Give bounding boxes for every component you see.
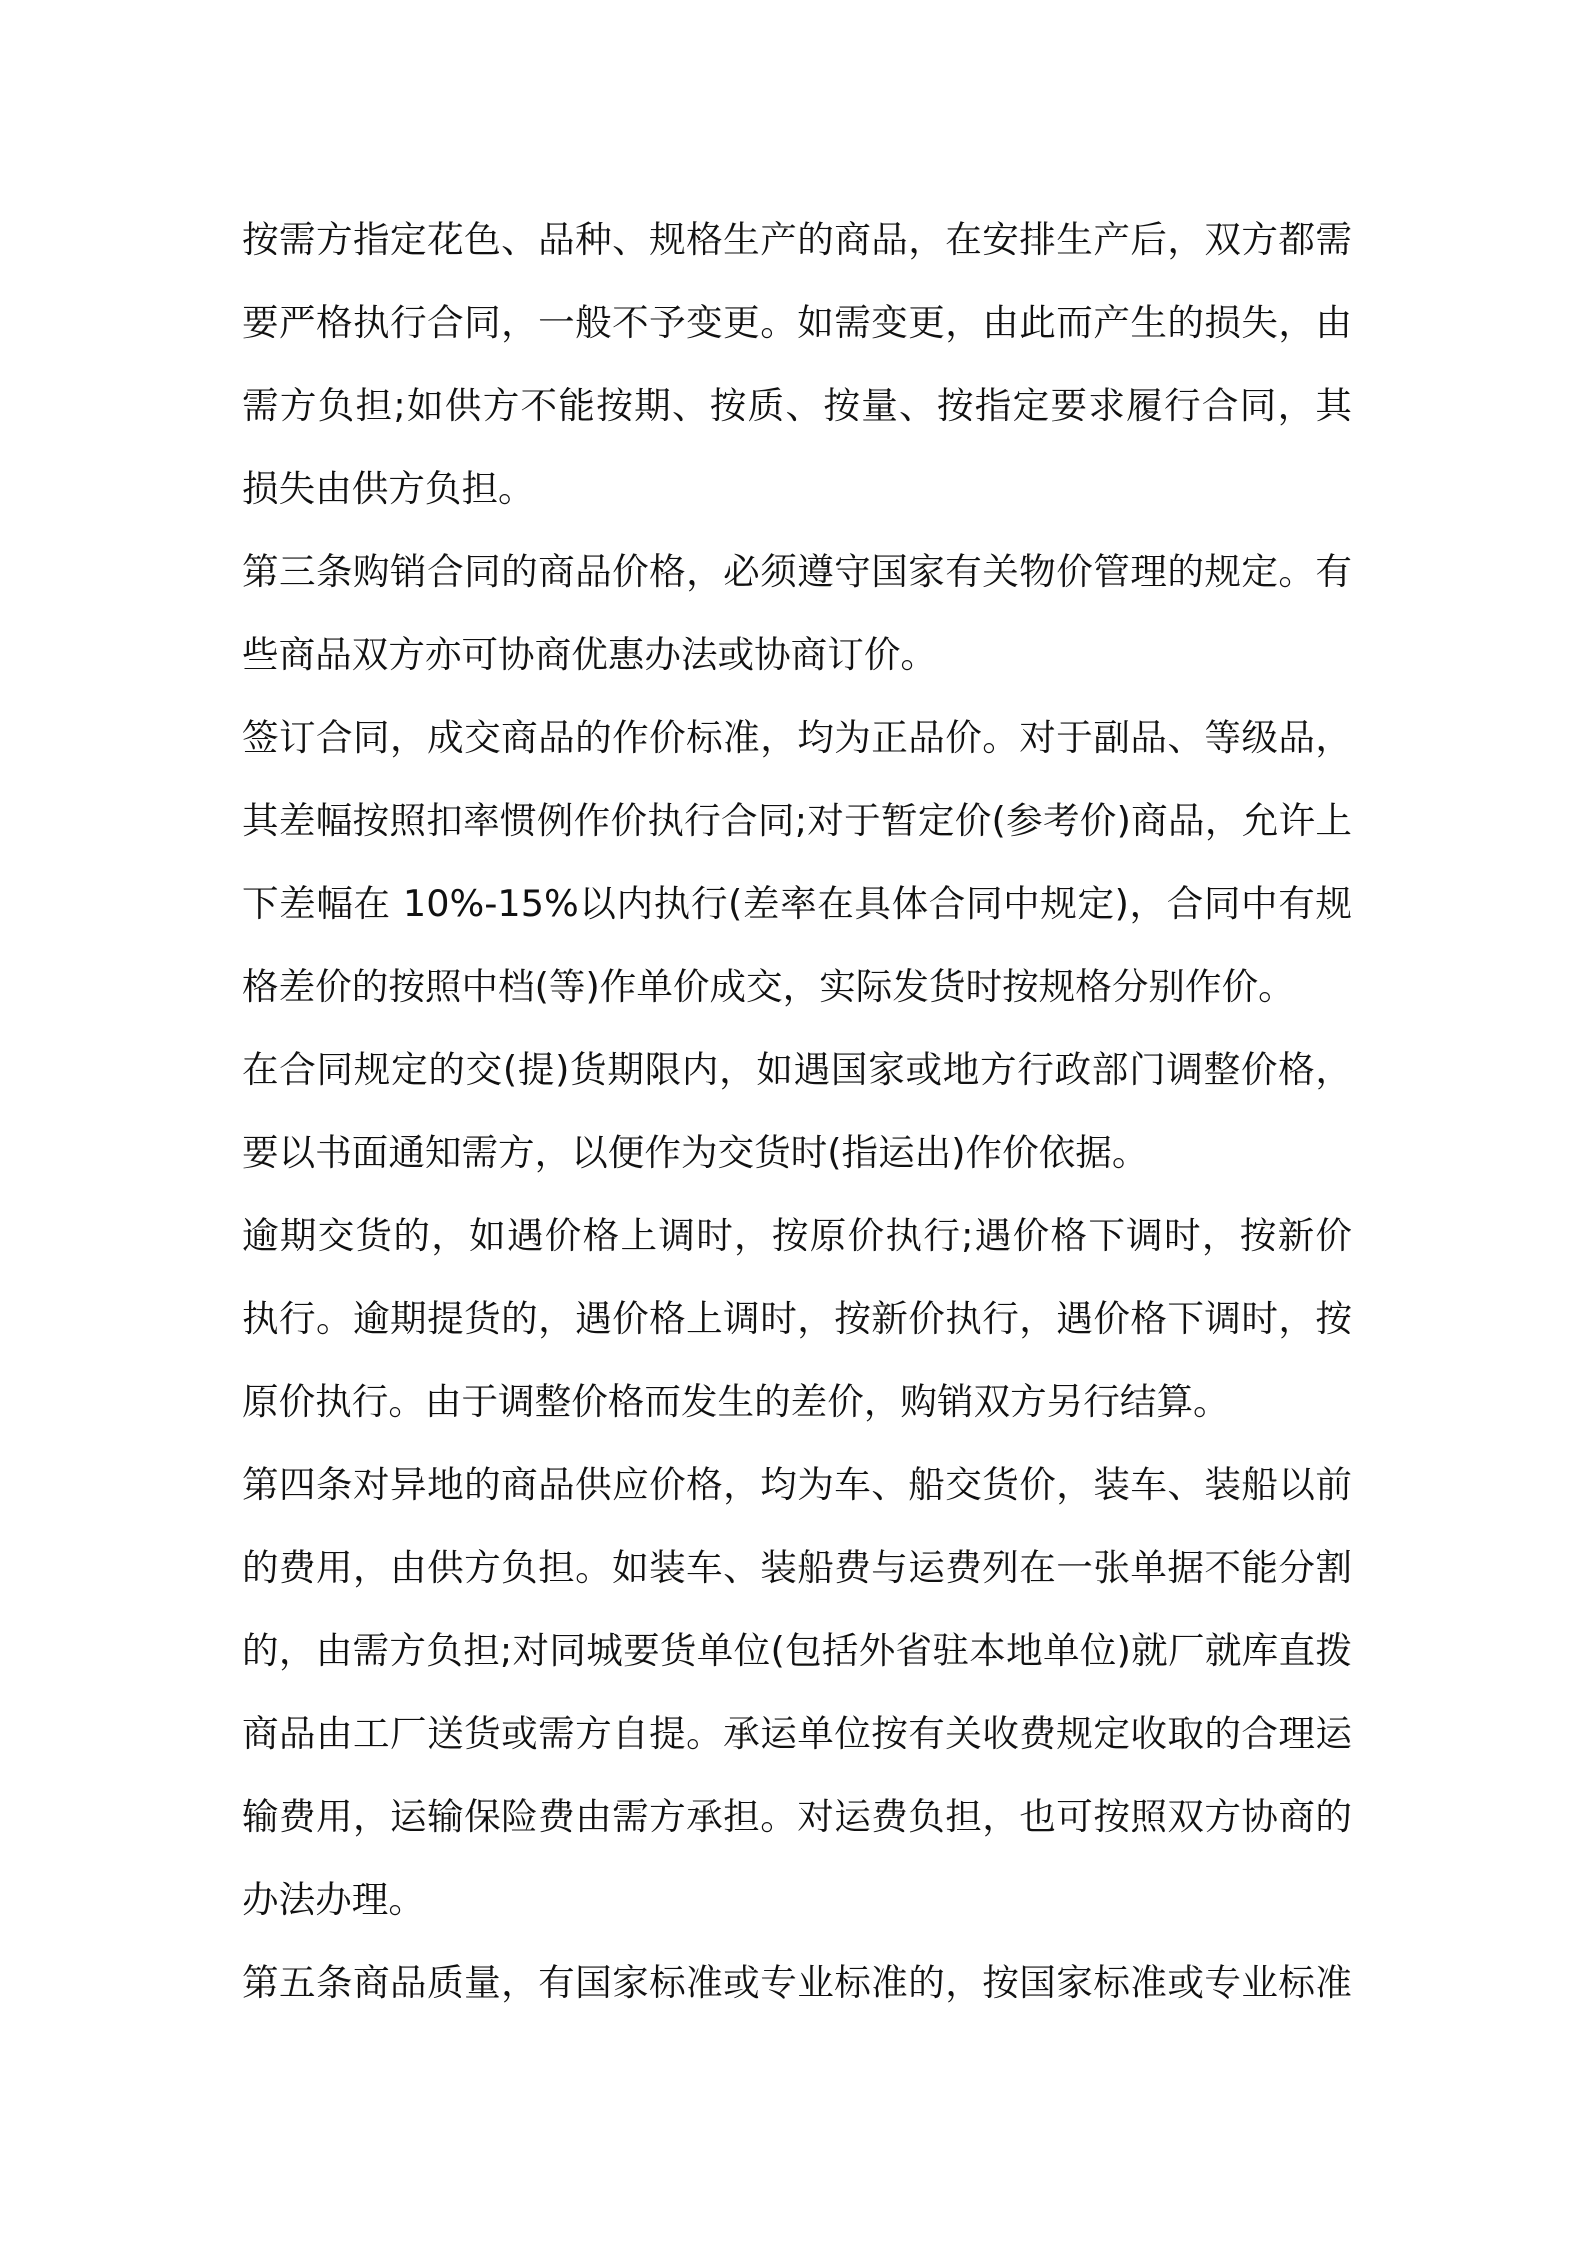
text-line: 商品由工厂送货或需方自提。承运单位按有关收费规定收取的合理运 <box>242 1712 1352 1755</box>
paragraph-1 <box>242 198 1352 530</box>
text-line: 输费用，运输保险费由需方承担。对运费负担，也可按照双方协商的 <box>242 1795 1352 1838</box>
text-line: 损失由供方负担。 <box>242 467 535 510</box>
text-line: 的费用，由供方负担。如装车、装船费与运费列在一张单据不能分割 <box>242 1546 1352 1589</box>
text-line: 要以书面通知需方，以便作为交货时(指运出)作价依据。 <box>242 1131 1149 1174</box>
text-line: 需方负担;如供方不能按期、按质、按量、按指定要求履行合同，其 <box>242 384 1352 427</box>
text-line: 第四条对异地的商品供应价格，均为车、船交货价，装车、装船以前 <box>242 1463 1352 1506</box>
paragraph-pricing-standard <box>242 696 1352 1028</box>
text-line: 按需方指定花色、品种、规格生产的商品，在安排生产后，双方都需 <box>242 218 1352 261</box>
text-line: 签订合同，成交商品的作价标准，均为正品价。对于副品、等级品， <box>242 716 1352 759</box>
paragraph-article-5 <box>242 1941 1352 2024</box>
text-line: 格差价的按照中档(等)作单价成交，实际发货时按规格分别作价。 <box>242 965 1295 1008</box>
paragraph-article-3 <box>242 530 1352 696</box>
text-line: 第三条购销合同的商品价格，必须遵守国家有关物价管理的规定。有 <box>242 550 1352 593</box>
text-line: 原价执行。由于调整价格而发生的差价，购销双方另行结算。 <box>242 1380 1230 1423</box>
text-line: 在合同规定的交(提)货期限内，如遇国家或地方行政部门调整价格， <box>242 1048 1352 1091</box>
text-line: 逾期交货的，如遇价格上调时，按原价执行;遇价格下调时，按新价 <box>242 1214 1352 1257</box>
text-line: 第五条商品质量，有国家标准或专业标准的，按国家标准或专业标准 <box>242 1961 1352 2004</box>
text-line: 的，由需方负担;对同城要货单位(包括外省驻本地单位)就厂就库直拨 <box>242 1629 1352 1672</box>
text-line: 要严格执行合同，一般不予变更。如需变更，由此而产生的损失，由 <box>242 301 1352 344</box>
paragraph-article-4 <box>242 1443 1352 1941</box>
document-body <box>242 198 1352 2024</box>
paragraph-late-delivery <box>242 1194 1352 1443</box>
text-line: 执行。逾期提货的，遇价格上调时，按新价执行，遇价格下调时，按 <box>242 1297 1352 1340</box>
text-line: 下差幅在 10%-15%以内执行(差率在具体合同中规定)，合同中有规 <box>242 882 1352 925</box>
text-line: 办法办理。 <box>242 1878 425 1921</box>
paragraph-price-adjustment <box>242 1028 1352 1194</box>
text-line: 其差幅按照扣率惯例作价执行合同;对于暂定价(参考价)商品，允许上 <box>242 799 1352 842</box>
text-line: 些商品双方亦可协商优惠办法或协商订价。 <box>242 633 937 676</box>
